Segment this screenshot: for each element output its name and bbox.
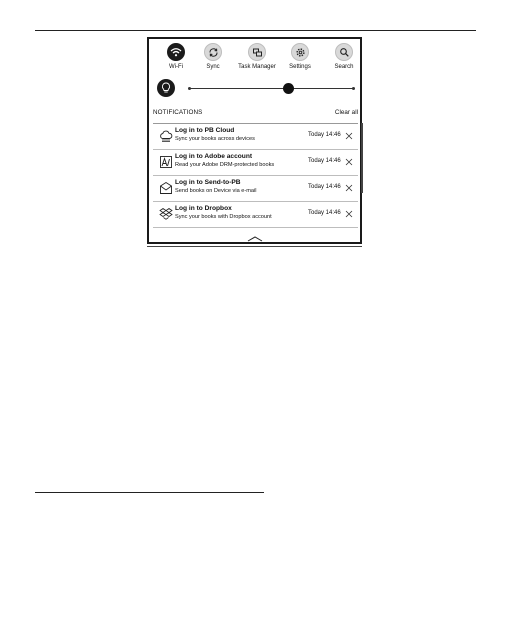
notification-subtitle: Send books on Device via e-mail bbox=[175, 188, 257, 194]
notification-send-to-pb[interactable] bbox=[153, 176, 358, 202]
close-icon[interactable] bbox=[345, 158, 353, 166]
settings-label: Settings bbox=[289, 64, 311, 70]
notification-time: Today 14:46 bbox=[308, 158, 341, 164]
page-top-rule bbox=[35, 30, 476, 31]
brightness-slider-knob[interactable] bbox=[283, 83, 294, 94]
sync-icon bbox=[208, 47, 219, 58]
notification-dropbox[interactable] bbox=[153, 202, 358, 228]
notification-subtitle: Read your Adobe DRM-protected books bbox=[175, 162, 275, 168]
notification-title: Log in to Adobe account bbox=[175, 153, 253, 160]
wifi-label: Wi-Fi bbox=[169, 64, 183, 70]
close-icon[interactable] bbox=[345, 132, 353, 140]
gear-icon bbox=[295, 47, 306, 58]
notifications-title: NOTIFICATIONS bbox=[153, 109, 203, 116]
sync-label: Sync bbox=[206, 64, 220, 70]
notifications-scrollbar[interactable] bbox=[361, 123, 363, 193]
brightness-track[interactable] bbox=[189, 88, 354, 89]
notifications-list bbox=[153, 123, 358, 226]
notification-title: Log in to Send-to-PB bbox=[175, 179, 241, 186]
brightness-row bbox=[149, 79, 360, 101]
device-frame-underline bbox=[147, 246, 362, 247]
notification-time: Today 14:46 bbox=[308, 210, 341, 216]
task-manager-label: Task Manager bbox=[238, 64, 276, 70]
search-label: Search bbox=[334, 64, 354, 70]
notification-subtitle: Sync your books with Dropbox account bbox=[175, 214, 272, 220]
wifi-icon bbox=[170, 47, 182, 57]
mail-icon bbox=[159, 181, 173, 195]
quick-actions-bar bbox=[149, 43, 360, 77]
adobe-icon bbox=[159, 155, 173, 169]
search-button[interactable] bbox=[319, 43, 369, 70]
notification-time: Today 14:46 bbox=[308, 184, 341, 190]
footnote-rule bbox=[35, 492, 264, 493]
notification-time: Today 14:46 bbox=[308, 132, 341, 138]
brightness-track-end bbox=[352, 87, 355, 90]
device-screen bbox=[147, 37, 362, 244]
notification-title: Log in to PB Cloud bbox=[175, 127, 235, 134]
brightness-toggle[interactable] bbox=[157, 79, 175, 97]
notification-title: Log in to Dropbox bbox=[175, 205, 232, 212]
search-icon bbox=[339, 47, 350, 58]
clear-all-button[interactable]: Clear all bbox=[334, 109, 358, 116]
lightbulb-icon bbox=[161, 82, 171, 94]
task-manager-icon bbox=[252, 47, 263, 58]
settings-button[interactable] bbox=[275, 43, 325, 70]
chevron-up-icon[interactable] bbox=[247, 236, 263, 242]
cloud-icon bbox=[159, 129, 173, 143]
sync-button[interactable] bbox=[188, 43, 238, 70]
brightness-track-start bbox=[188, 87, 191, 90]
dropbox-icon bbox=[159, 207, 173, 221]
close-icon[interactable] bbox=[345, 210, 353, 218]
close-icon[interactable] bbox=[345, 184, 353, 192]
notifications-header bbox=[153, 109, 358, 119]
notification-pb-cloud[interactable] bbox=[153, 124, 358, 150]
notification-adobe[interactable] bbox=[153, 150, 358, 176]
notification-subtitle: Sync your books across devices bbox=[175, 136, 255, 142]
